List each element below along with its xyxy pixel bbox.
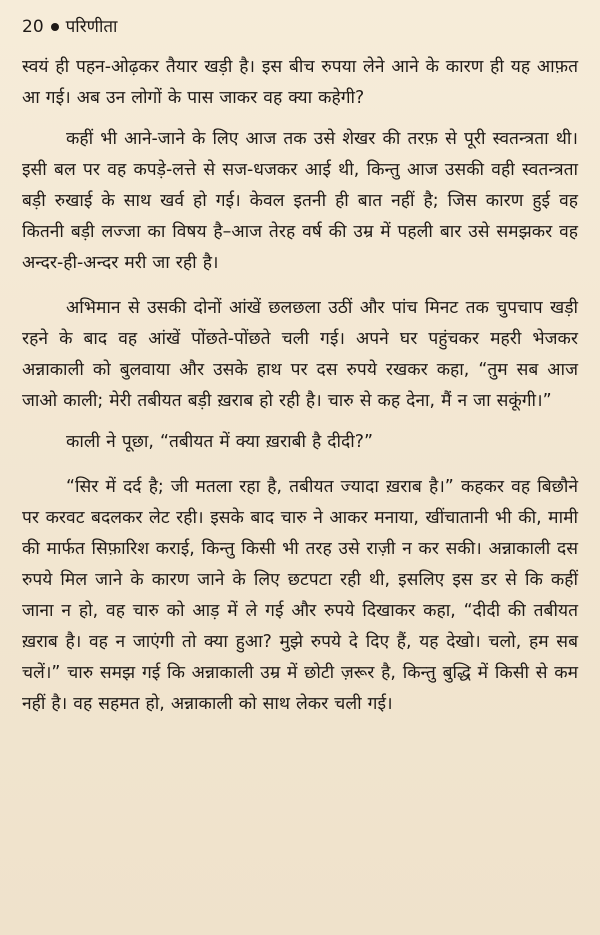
paragraph-1: स्वयं ही पहन-ओढ़कर तैयार खड़ी है। इस बीच रुपया लेने आने के कारण ही यह आफ़त आ गई। अब उन लोगों के पास जाकर वह क्या कहेगी? <box>22 57 578 108</box>
paragraph-3: अभिमान से उसकी दोनों आंखें छलछला उठीं और पांच मिनट तक चुपचाप खड़ी रहने के बाद वह आंखें पोंछते-पोंछते चली गई। अपने घर पहुंचकर महरी भेजकर अन्नाकाली को बुलवाया और उसके हाथ पर दस रुपये रखकर कहा, “तुम सब आज जाओ काली; मेरी तबीयत बड़ी ख़राब हो रही है। चारु से कह देना, मैं न जा सकूंगी।” <box>22 298 578 411</box>
header-bullet-icon <box>51 23 59 31</box>
book-title: परिणीता <box>65 17 118 37</box>
page-header <box>22 14 578 40</box>
paragraph-5: “सिर में दर्द है; जी मतला रहा है, तबीयत ज्यादा ख़राब है।” कहकर वह बिछौने पर करवट बदलकर लेट रही। इसके बाद चारु ने आकर मनाया, खींचातानी भी की, मामी की मार्फत सिफ़ारिश कराई, किन्तु किसी भी तरह उसे राज़ी न कर सकी। अन्नाकाली दस रुपये मिल जाने के कारण जाने के लिए छटपटा रही थी, इसलिए इस डर से कि कहीं जाना न हो, वह चारु को आड़ में ले गई और रुपये दिखाकर कहा, “दीदी की तबीयत ख़राब है। वह न जाएंगी तो क्या हुआ? मुझे रुपये दे दिए हैं, यह देखो। चलो, हम सब चलें।” चारु समझ गई कि अन्नाकाली उम्र में छोटी ज़रूर है, किन्तु बुद्धि में किसी से कम नहीं है। वह सहमत हो, अन्नाकाली को साथ लेकर चली गई। <box>22 477 578 714</box>
paragraph-4: काली ने पूछा, “तबीयत में क्या ख़राबी है दीदी?” <box>66 432 374 452</box>
page-number: 20 <box>22 17 44 37</box>
paragraph-2: कहीं भी आने-जाने के लिए आज तक उसे शेखर की तरफ़ से पूरी स्वतन्त्रता थी। इसी बल पर वह कपड़े-लत्ते से सज-धजकर आई थी, किन्तु आज उसकी वही स्वतन्त्रता बड़ी रुखाई के साथ खर्व हो गई। केवल इतनी ही बात नहीं है; जिस कारण हुई वह कितनी बड़ी लज्जा का विषय है–आज तेरह वर्ष की उम्र में पहली बार उसे समझकर वह अन्दर-ही-अन्दर मरी जा रही है। <box>22 129 578 273</box>
